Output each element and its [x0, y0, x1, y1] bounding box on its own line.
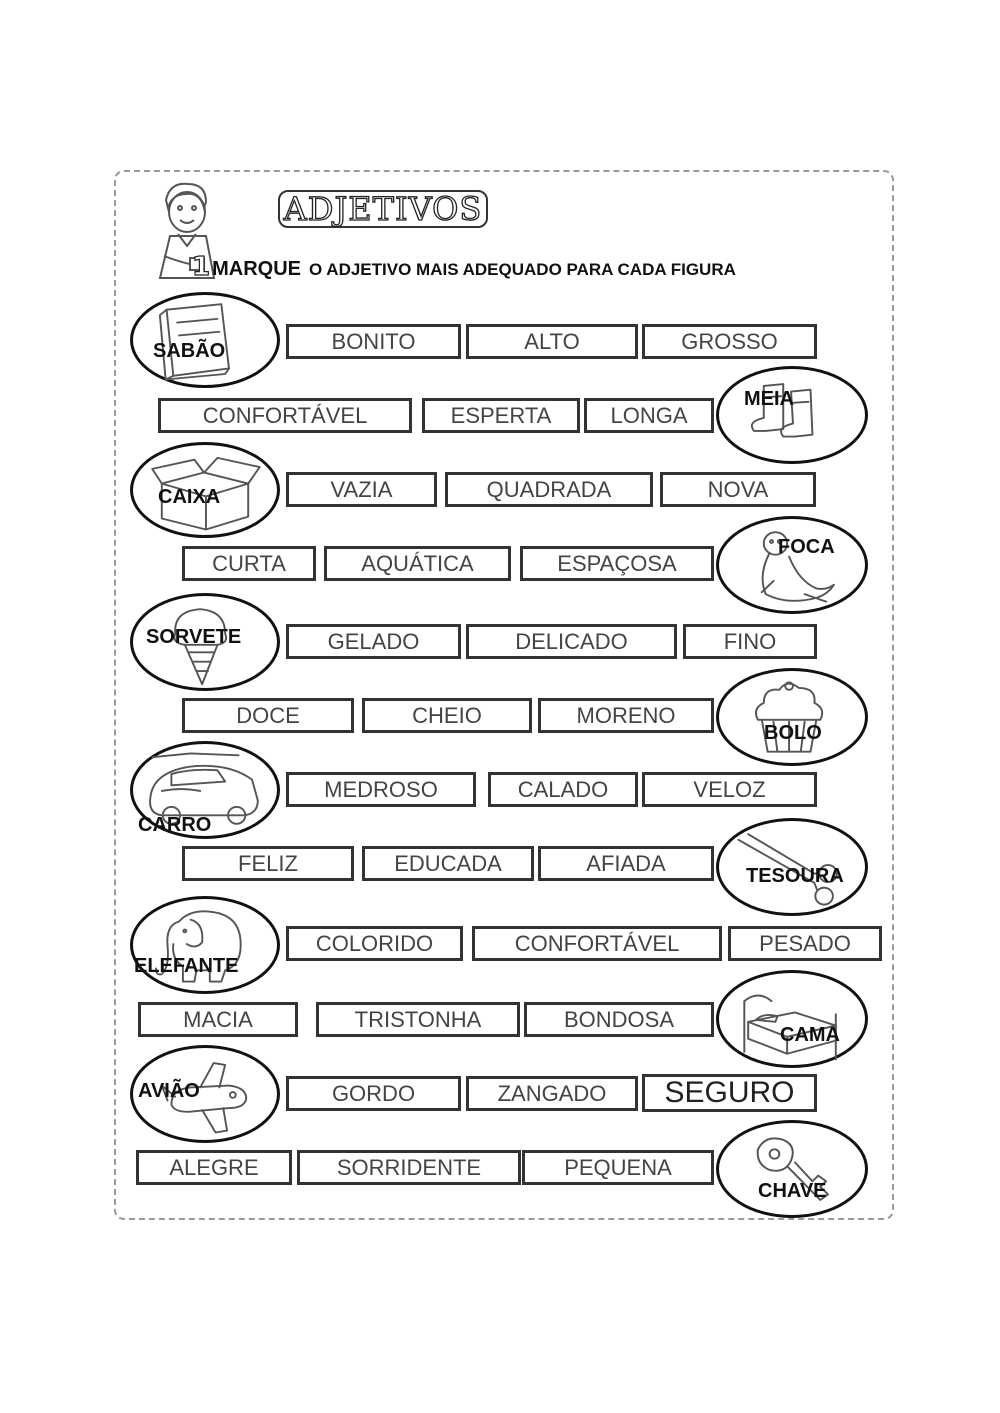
adjective-option[interactable]: BONDOSA: [524, 1002, 714, 1037]
adjective-option[interactable]: ZANGADO: [466, 1076, 638, 1111]
adjective-option[interactable]: AFIADA: [538, 846, 714, 881]
adjective-option[interactable]: GORDO: [286, 1076, 461, 1111]
instruction-lead: MARQUE: [212, 258, 301, 280]
figure-label-elefante: ELEFANTE: [134, 955, 239, 977]
adjective-option[interactable]: VAZIA: [286, 472, 437, 507]
adjective-option[interactable]: CONFORTÁVEL: [158, 398, 412, 433]
adjective-option[interactable]: MORENO: [538, 698, 714, 733]
adjective-option[interactable]: MACIA: [138, 1002, 298, 1037]
adjective-option[interactable]: CHEIO: [362, 698, 532, 733]
figure-label-carro: CARRO: [138, 814, 212, 836]
figure-label-foca: FOCA: [778, 536, 835, 558]
adjective-option[interactable]: EDUCADA: [362, 846, 534, 881]
figure-oval-meia: [716, 366, 868, 464]
adjective-option[interactable]: ALEGRE: [136, 1150, 292, 1185]
adjective-option[interactable]: SEGURO: [642, 1074, 817, 1112]
figure-label-aviao: AVIÃO: [138, 1080, 200, 1102]
figure-oval-bolo: [716, 668, 868, 766]
figure-label-caixa: CAIXA: [158, 486, 221, 508]
adjective-option[interactable]: FINO: [683, 624, 817, 659]
adjective-option[interactable]: DOCE: [182, 698, 354, 733]
adjective-option[interactable]: MEDROSO: [286, 772, 476, 807]
adjective-option[interactable]: COLORIDO: [286, 926, 463, 961]
adjective-option[interactable]: ALTO: [466, 324, 638, 359]
figure-oval-cama: [716, 970, 868, 1068]
figure-oval-chave: [716, 1120, 868, 1218]
cupcake-icon: [719, 671, 865, 763]
adjective-option[interactable]: CURTA: [182, 546, 316, 581]
figure-label-bolo: BOLO: [764, 722, 822, 744]
adjective-option[interactable]: QUADRADA: [445, 472, 653, 507]
adjective-option[interactable]: SORRIDENTE: [297, 1150, 521, 1185]
bed-icon: [719, 973, 865, 1065]
adjective-option[interactable]: AQUÁTICA: [324, 546, 511, 581]
figure-label-sabao: SABÃO: [153, 340, 226, 362]
figure-oval-foca: [716, 516, 868, 614]
boots-icon: [719, 369, 865, 461]
adjective-option[interactable]: CONFORTÁVEL: [472, 926, 722, 961]
seal-icon: [719, 519, 865, 611]
adjective-option[interactable]: ESPERTA: [422, 398, 580, 433]
adjective-option[interactable]: FELIZ: [182, 846, 354, 881]
figure-label-chave: CHAVE: [758, 1180, 827, 1202]
adjective-option[interactable]: DELICADO: [466, 624, 677, 659]
adjective-option[interactable]: GELADO: [286, 624, 461, 659]
adjective-option[interactable]: PESADO: [728, 926, 882, 961]
adjective-option[interactable]: LONGA: [584, 398, 714, 433]
figure-label-sorvete: SORVETE: [146, 626, 242, 648]
instruction-number: 1: [192, 252, 211, 282]
figure-label-cama: CAMA: [780, 1024, 840, 1046]
adjective-option[interactable]: PEQUENA: [522, 1150, 714, 1185]
adjective-option[interactable]: VELOZ: [642, 772, 817, 807]
figure-oval-elefante: [130, 896, 280, 994]
figure-label-meia: MEIA: [744, 388, 794, 410]
adjective-option[interactable]: NOVA: [660, 472, 816, 507]
adjective-option[interactable]: CALADO: [488, 772, 638, 807]
page-title: ADJETIVOS: [283, 190, 483, 228]
instruction-text: O ADJETIVO MAIS ADEQUADO PARA CADA FIGURA: [308, 260, 736, 279]
adjective-option[interactable]: TRISTONHA: [316, 1002, 520, 1037]
adjective-option[interactable]: GROSSO: [642, 324, 817, 359]
adjective-option[interactable]: BONITO: [286, 324, 461, 359]
figure-label-tesoura: TESOURA: [746, 865, 844, 887]
adjective-option[interactable]: ESPAÇOSA: [520, 546, 714, 581]
